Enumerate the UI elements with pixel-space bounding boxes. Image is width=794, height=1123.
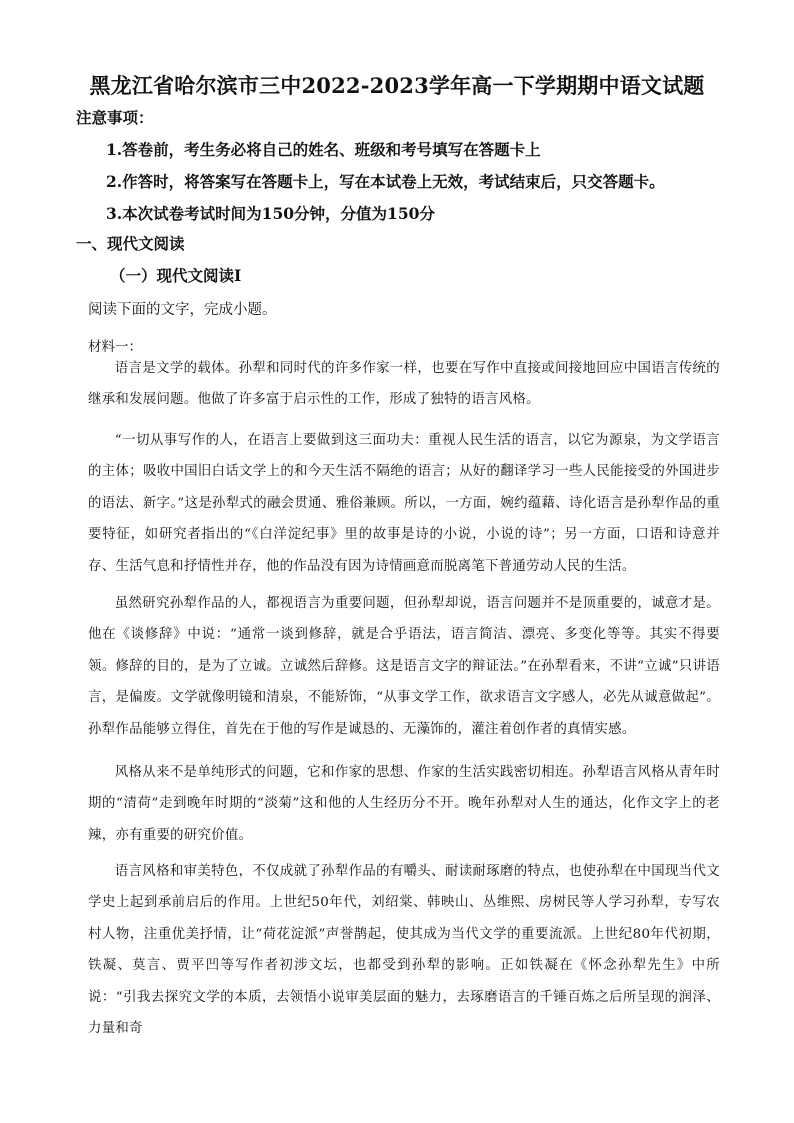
rule-item-1: 1.答卷前，考生务必将自己的姓名、班级和考号填写在答题卡上 bbox=[106, 140, 541, 159]
paragraph-4: 风格从来不是单纯形式的问题，它和作家的思想、作家的生活实践密切相连。孙犁语言风格从青年时期的“清荷”走到晚年时期的“淡菊”这和他的人生经历分不开。晚年孙犁对人生的通达，化作文字上的老辣，亦有重要的研究价值。 bbox=[88, 765, 720, 843]
notice-heading: 注意事项： bbox=[76, 108, 154, 127]
rule-item-3: 3.本次试卷考试时间为150分钟，分值为150分 bbox=[106, 204, 435, 223]
rule-item-2: 2.作答时，将答案写在答题卡上，写在本试卷上无效，考试结束后，只交答题卡。 bbox=[106, 172, 665, 191]
material-label: 材料一： bbox=[88, 339, 142, 355]
page-title: 黑龙江省哈尔滨市三中2022-2023学年高一下学期期中语文试题 bbox=[89, 73, 705, 98]
paragraph-3: 虽然研究孙犁作品的人，都视语言为重要问题，但孙犁却说，语言问题并不是顶重要的，诚意才是。他在《谈修辞》中说：“通常一谈到修辞，就是合乎语法，语言简洁、漂亮、多变化等等。其实不得要领。修辞的目的，是为了立诚。立诚然后辞修。这是语言文字的辩证法。”在孙犁看来，不讲“立诚”只讲语言，是偏废。文学就像明镜和清泉，不能矫饰，“从事文学工作，欲求语言文字感人，必先从诚意做起”。孙犁作品能够立得住，首先在于他的写作是诚恳的、无藻饰的，灌注着创作者的真情实感。 bbox=[88, 596, 720, 737]
reading-instruction: 阅读下面的文字，完成小题。 bbox=[88, 302, 277, 318]
paragraph-2: “一切从事写作的人，在语言上要做到这三面功夫：重视人民生活的语言，以它为源泉，为文学语言的主体；吸收中国旧白话文学上的和今天生活不隔绝的语言；从好的翻译学习一些人民能接受的外国进步的语法、新字。”这是孙犁式的融会贯通、雅俗兼顾。所以，一方面，婉约蕴藉、诗化语言是孙犁作品的重要特征，如研究者指出的“《白洋淀纪事》里的故事是诗的小说，小说的诗”；另一方面，口语和诗意并存、生活气息和抒情性并存，他的作品没有因为诗情画意而脱离笔下普通劳动人民的生活。 bbox=[88, 433, 720, 574]
subsection-heading: （一）现代文阅读Ⅰ bbox=[110, 266, 242, 285]
paragraph-1: 语言是文学的载体。孙犁和同时代的许多作家一样，也要在写作中直接或间接地回应中国语言传统的继承和发展问题。他做了许多富于启示性的工作，形成了独特的语言风格。 bbox=[88, 361, 720, 408]
section-heading: 一、现代文阅读 bbox=[76, 234, 185, 253]
paragraph-5: 语言风格和审美特色，不仅成就了孙犁作品的有嚼头、耐读耐琢磨的特点，也使孙犁在中国现当代文学史上起到承前启后的作用。上世纪50年代，刘绍棠、韩映山、丛维熙、房树民等人学习孙犁，专写农村人物，注重优美抒情，让“荷花淀派”声誉鹊起，使其成为当代文学的重要流派。上世纪80年代初期，铁凝、莫言、贾平凹等写作者初涉文坛，也都受到孙犁的影响。正如铁凝在《怀念孙犁先生》中所说：“引我去探究文学的本质，去领悟小说审美层面的魅力，去琢磨语言的千锤百炼之后所呈现的润泽、力量和奇 bbox=[88, 864, 720, 1037]
